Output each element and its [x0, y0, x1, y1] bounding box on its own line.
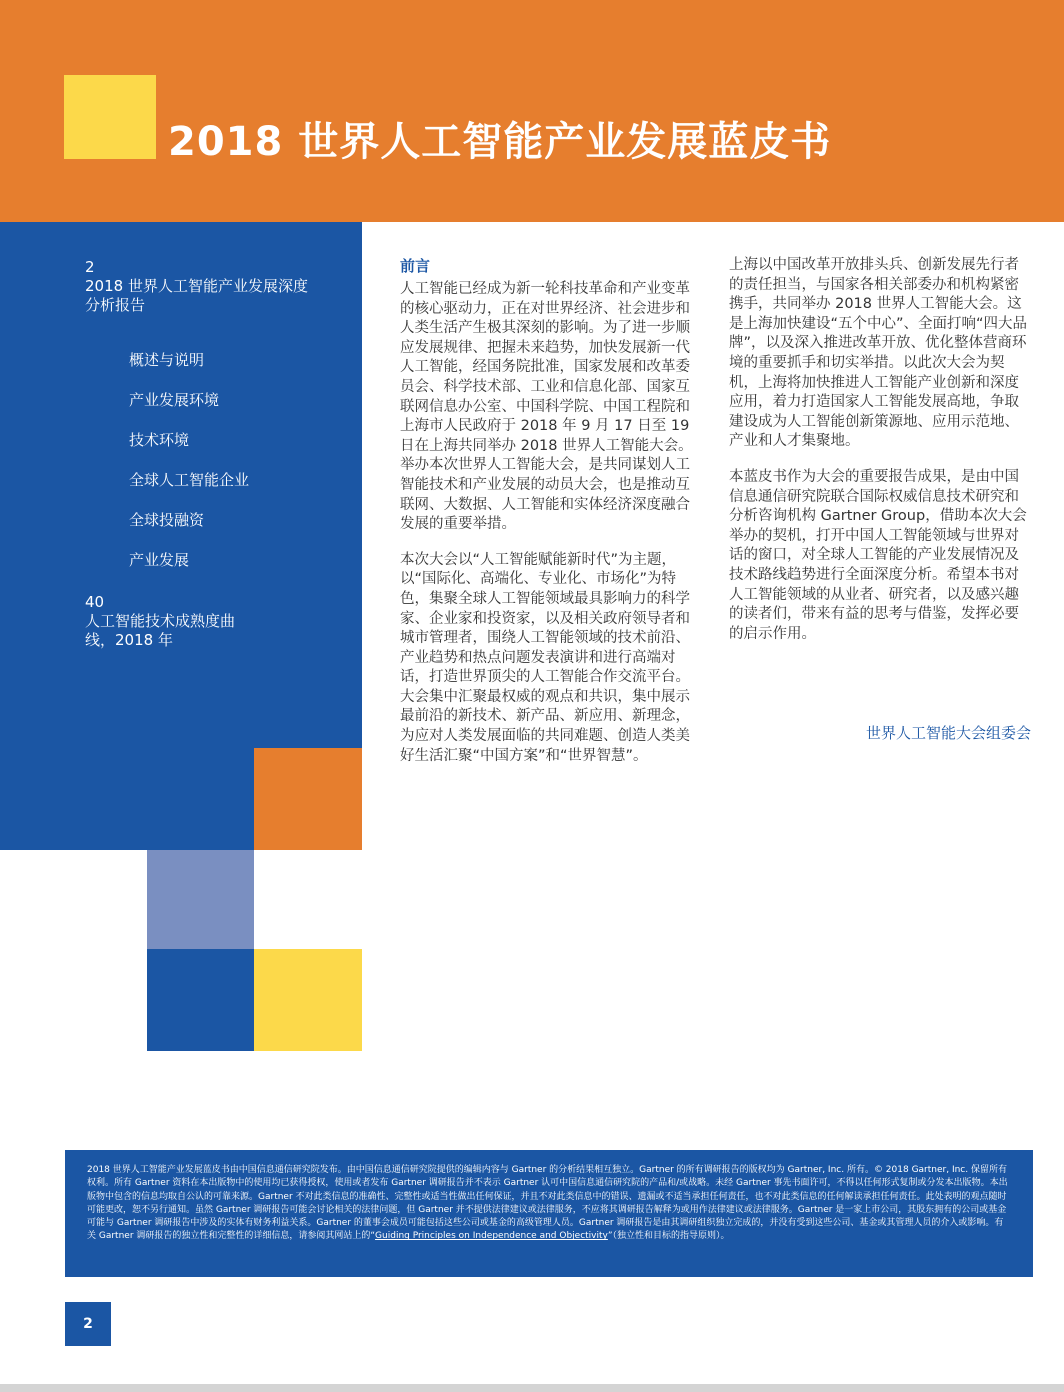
decorative-yellow-square: [64, 75, 156, 159]
page-number: 2: [65, 1302, 111, 1346]
toc-report-second-number: 40: [85, 593, 105, 611]
preface-signature: 世界人工智能大会组委会: [865, 724, 1031, 742]
toc-report-main-title: 2018 世界人工智能产业发展深度分析报告: [85, 277, 308, 314]
copyright-tail: ”（独立性和目标的指导原则）。: [607, 1231, 730, 1242]
decorative-blue-block: [147, 949, 254, 1051]
page-bottom-edge: [0, 1384, 1064, 1392]
toc-report-second-title: 人工智能技术成熟度曲线，2018 年: [85, 612, 236, 649]
toc-item-global-ai-companies[interactable]: 全球人工智能企业: [129, 471, 250, 489]
toc-item-industry-development[interactable]: 产业发展: [129, 551, 190, 569]
guiding-principles-link[interactable]: Guiding Principles on Independence and Objectivity: [375, 1231, 608, 1242]
preface-paragraph: 本次大会以“人工智能赋能新时代”为主题，以“国际化、高端化、专业化、市场化”为特色，集聚全球人工智能领域最具影响力的科学家、企业家和投资家，以及相关政府领导者和城市管理者，围绕人工智能领域的技术前沿、产业趋势和热点问题发表演讲和进行高端对话，打造世界顶尖的人工智能合作交流平台。大会集中汇聚最权威的观点和共识，集中展示最前沿的新技术、新产品、新应用、新理念，为应对人类发展面临的共同难题、创造人类美好生活汇聚“中国方案”和“世界智慧”。: [400, 551, 690, 764]
decorative-lavender-block: [147, 850, 254, 949]
toc-item-technology-environment[interactable]: 技术环境: [129, 431, 190, 449]
preface-paragraph: 人工智能已经成为新一轮科技革命和产业变革的核心驱动力，正在对世界经济、社会进步和人类生活产生极其深刻的影响。为了进一步顺应发展规律、把握未来趋势，加快发展新一代人工智能，经国务院批准，国家发展和改革委员会、科学技术部、工业和信息化部、国家互联网信息办公室、中国科学院、中国工程院和上海市人民政府于 2018 年 9 月 17 日至 19 日在上海共同举办 2018 世界人工智能大会。举办本次世界人工智能大会，是共同谋划人工智能技术和产业发展的动员大会，也是推动互联网、大数据、人工智能和实体经济深度融合发展的重要举措。: [400, 281, 693, 533]
decorative-yellow-block: [254, 949, 362, 1051]
preface-heading: 前言: [400, 257, 431, 275]
preface-paragraph: 本蓝皮书作为大会的重要报告成果，是由中国信息通信研究院联合国际权威信息技术研究和分析咨询机构 Gartner Group，借助本次大会举办的契机，打开中国人工智能领域与世界对话的窗口，对全球人工智能的产业发展情况及技术路线趋势进行全面深度分析。希望本书对人工智能领域的从业者、研究者，以及感兴趣的读者们，带来有益的思考与借鉴，发挥必要的启示作用。: [729, 468, 1027, 642]
copyright-text: [87, 1164, 1011, 1244]
toc-item-industry-environment[interactable]: 产业发展环境: [129, 391, 220, 409]
toc-item-global-investment[interactable]: 全球投融资: [129, 511, 205, 529]
toc-report-main-number: 2: [85, 258, 95, 276]
toc-report-main[interactable]: [85, 258, 315, 315]
toc-report-second[interactable]: [85, 593, 260, 650]
copyright-notice: [65, 1150, 1033, 1277]
copyright-body: 2018 世界人工智能产业发展蓝皮书由中国信息通信研究院发布。由中国信息通信研究院提供的编辑内容与 Gartner 的分析结果相互独立。Gartner 的所有调研报告的版权均为 Gartner, Inc. 所有。© 2018 Gartner, Inc. 保留所有权利。所有 Gartner 资料在本出版物中的使用均已获得授权，使用或者发布 Gartner 调研报告并不表示 Gartner 认可中国信息通信研究院的产品和/或战略。未经 Gartner 事先书面许可，不得以任何形式复制或分发本出版物。本出版物中包含的信息均取自公认的可靠来源。Gartner 不对此类信息的准确性、完整性或适当性做出任何保证，并且不对此类信息中的错误、遗漏或不适当承担任何责任，也不对此类信息的任何解读承担任何责任。此处表明的观点随时可能更改，恕不另行通知。虽然 Gartner 调研报告可能会讨论相关的法律问题，但 Gartner 并不提供法律建议或法律服务，不应将其调研报告解释为或用作法律建议或法律服务。Gartner 是一家上市公司，其股东拥有的公司或基金可能与 Gartner 调研报告中涉及的实体有财务利益关系。Gartner 的董事会成员可能包括这些公司或基金的高级管理人员。Gartner 调研报告是由其调研组织独立完成的，并没有受到这些公司、基金或其管理人员的介入或影响。有关 Gartner 调研报告的独立性和完整性的详细信息，请参阅其网站上的“: [87, 1165, 1008, 1242]
preface-column-right: [729, 256, 1033, 644]
toc-item-overview[interactable]: 概述与说明: [129, 351, 205, 369]
preface-column-left: [400, 256, 700, 766]
header-banner: [0, 0, 1064, 222]
decorative-orange-block: [254, 748, 362, 850]
preface-paragraph: 上海以中国改革开放排头兵、创新发展先行者的责任担当，与国家各相关部委办和机构紧密携手，共同举办 2018 世界人工智能大会。这是上海加快建设“五个中心”、全面打响“四大品牌”，以及深入推进改革开放、优化整体营商环境的重要抓手和切实举措。以此次大会为契机，上海将加快推进人工智能产业创新和深度应用，着力打造国家人工智能发展高地，争取建设成为人工智能创新策源地、应用示范地、产业和人才集聚地。: [729, 257, 1028, 450]
page-title: 2018 世界人工智能产业发展蓝皮书: [168, 119, 832, 165]
